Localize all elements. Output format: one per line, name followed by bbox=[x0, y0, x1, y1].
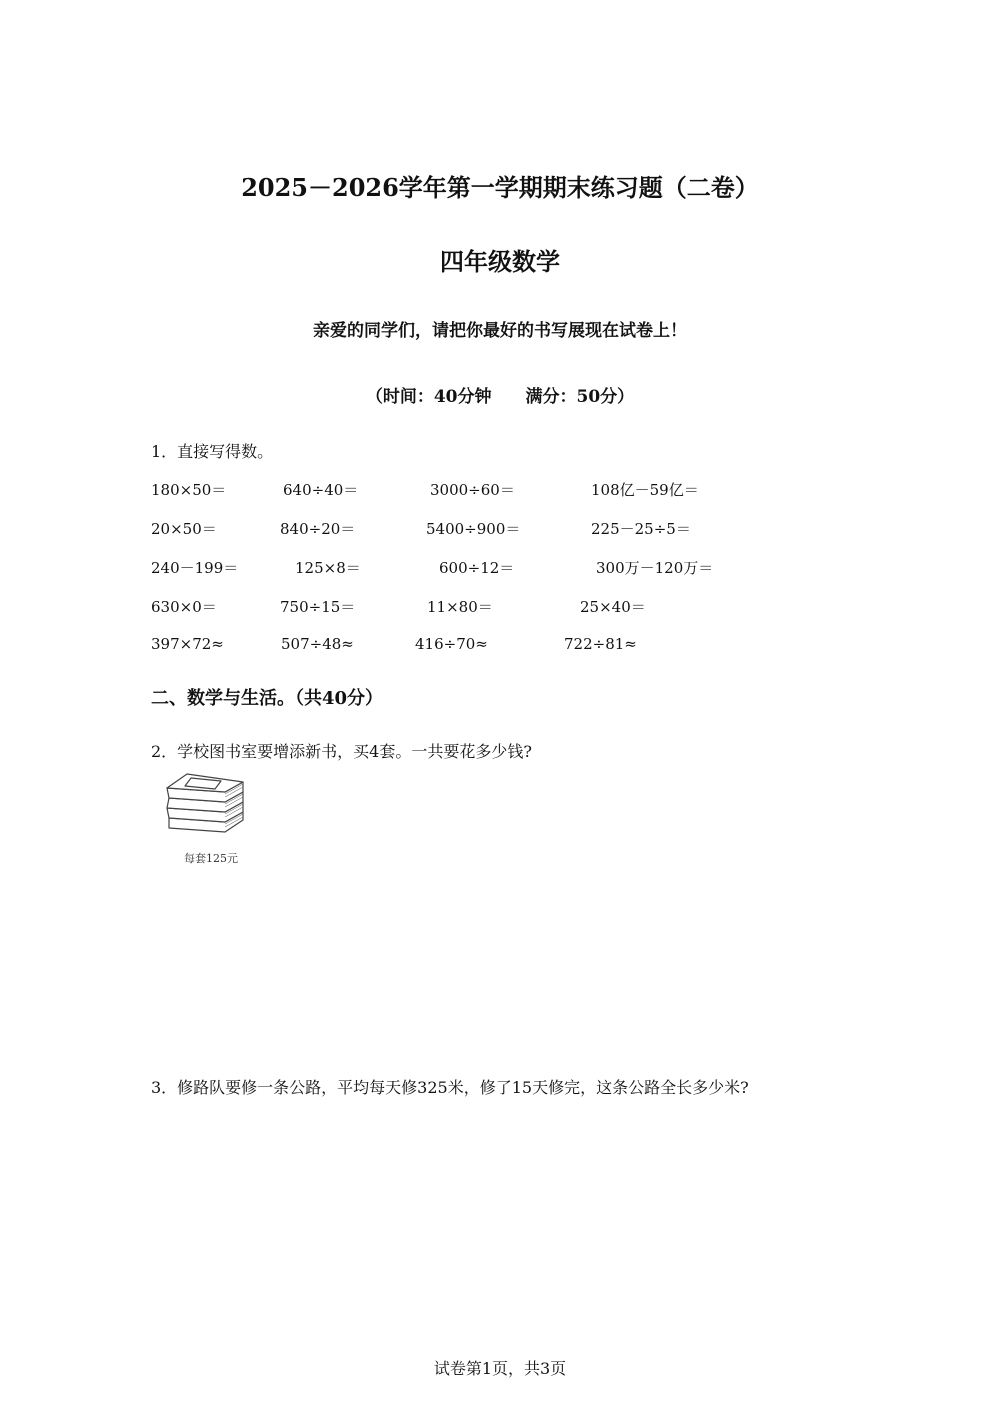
time-info: （时间：40分钟 满分：50分） bbox=[365, 387, 635, 407]
calc-item: 20×50＝ bbox=[151, 520, 217, 538]
exam-title: 2025－2026学年第一学期期末练习题（二卷） bbox=[241, 173, 759, 202]
calc-item: 722÷81≈ bbox=[564, 635, 637, 653]
calc-item: 397×72≈ bbox=[151, 635, 224, 653]
question-1-label: 1．直接写得数。 bbox=[151, 442, 274, 461]
calc-item: 5400÷900＝ bbox=[426, 520, 521, 538]
calc-item: 3000÷60＝ bbox=[430, 481, 515, 499]
calc-item: 640÷40＝ bbox=[283, 481, 359, 499]
figure-caption: 每套125元 bbox=[184, 852, 238, 865]
exam-subtitle: 四年级数学 bbox=[440, 247, 560, 276]
calc-item: 630×0＝ bbox=[151, 598, 217, 616]
calc-item: 600÷12＝ bbox=[439, 559, 515, 577]
calc-item: 25×40＝ bbox=[580, 598, 646, 616]
question-2-label: 2．学校图书室要增添新书，买4套。一共要花多少钱? bbox=[151, 742, 532, 761]
calc-item: 507÷48≈ bbox=[281, 635, 354, 653]
calc-item: 240－199＝ bbox=[151, 559, 239, 577]
calc-item: 416÷70≈ bbox=[415, 635, 488, 653]
book-stack-icon bbox=[163, 772, 249, 842]
greeting: 亲爱的同学们，请把你最好的书写展现在试卷上！ bbox=[313, 321, 687, 341]
calc-item: 300万－120万＝ bbox=[596, 559, 714, 577]
calc-item: 11×80＝ bbox=[427, 598, 493, 616]
calc-item: 108亿－59亿＝ bbox=[591, 481, 699, 499]
calc-item: 125×8＝ bbox=[295, 559, 361, 577]
question-3-label: 3．修路队要修一条公路，平均每天修325米，修了15天修完，这条公路全长多少米? bbox=[151, 1078, 749, 1097]
calc-item: 840÷20＝ bbox=[280, 520, 356, 538]
calc-item: 225－25÷5＝ bbox=[591, 520, 691, 538]
calc-item: 750÷15＝ bbox=[280, 598, 356, 616]
page-footer: 试卷第1页，共3页 bbox=[433, 1359, 567, 1378]
section-2-title: 二、数学与生活。（共40分） bbox=[151, 688, 384, 709]
calc-item: 180×50＝ bbox=[151, 481, 227, 499]
